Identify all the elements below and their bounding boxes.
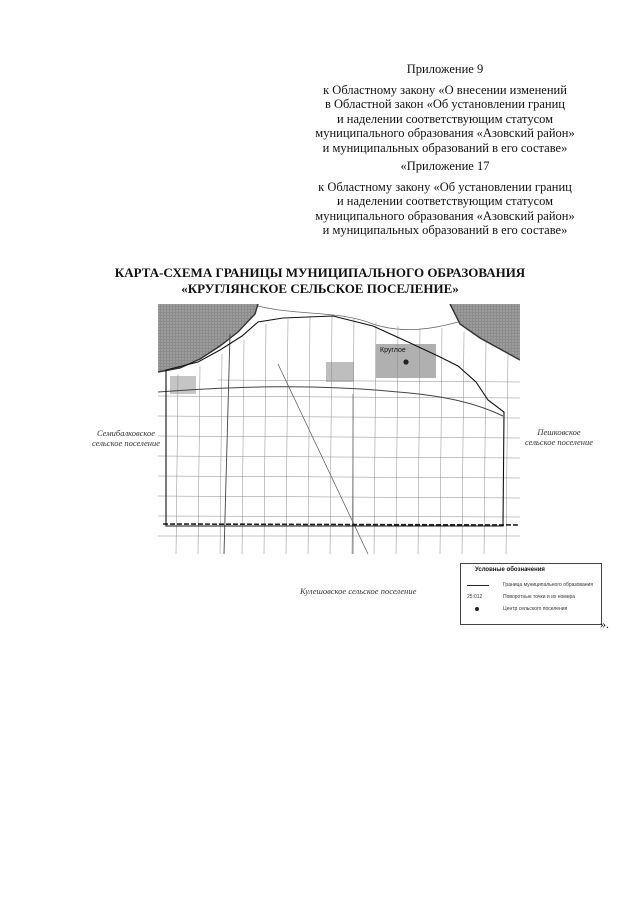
settlement-center-marker: [403, 359, 408, 364]
header-line: к Областному закону «О внесении изменений: [323, 82, 567, 97]
legend-label: Центр сельского поселения: [503, 606, 568, 612]
legend-label: Граница муниципального образования: [503, 582, 594, 588]
water-area: [450, 304, 520, 360]
header-line: к Областному закону «Об установлении границ: [318, 179, 572, 194]
legend-item: [467, 594, 597, 602]
settlement-center-symbol: [467, 606, 489, 614]
appendix-17-header: [300, 159, 590, 238]
road: [224, 334, 230, 554]
neighbor-label-south: Кулешовское сельское поселение: [300, 586, 417, 596]
header-line: и муниципальных образований в его составе»: [322, 223, 568, 238]
closing-quote: ».: [600, 617, 609, 631]
header-line: муниципального образования «Азовский район»: [315, 208, 575, 223]
neighbor-label-west: Семибалковское сельское поселение: [92, 428, 161, 448]
settlement-label: Круглое: [380, 347, 406, 354]
appendix-9-header: [300, 62, 590, 156]
railway: [163, 524, 520, 525]
header-line: в Областной закон «Об установлении границ: [324, 97, 565, 112]
settlement-area: [326, 362, 354, 382]
map-legend: [460, 563, 602, 625]
boundary-map: [158, 304, 520, 554]
legend-item: [467, 606, 597, 614]
road: [158, 387, 503, 416]
legend-title: Условные обозначения: [475, 567, 545, 573]
map-title-line: «КРУГЛЯНСКОЕ СЕЛЬСКОЕ ПОСЕЛЕНИЕ»: [181, 281, 459, 296]
legend-label: Поворотные точки и их номера: [503, 594, 576, 600]
header-line: муниципального образования «Азовский район»: [315, 126, 575, 141]
header-line: и наделении соответствующим статусом: [336, 194, 554, 209]
map-title: [0, 265, 640, 297]
header-line: и наделении соответствующим статусом: [336, 111, 554, 126]
header-line: Приложение 9: [406, 62, 484, 76]
header-line: «Приложение 17: [400, 159, 490, 173]
neighbor-label-east: Пешковское сельское поселение: [525, 427, 594, 447]
map-title-line: КАРТА-СХЕМА ГРАНИЦЫ МУНИЦИПАЛЬНОГО ОБРАЗОВАНИЯ: [114, 265, 526, 280]
turning-point-symbol: 25:012: [467, 594, 483, 600]
water-area: [158, 304, 258, 372]
boundary-line-symbol: [467, 582, 489, 590]
legend-item: [467, 582, 597, 590]
header-line: и муниципальных образований в его составе»: [322, 140, 568, 155]
